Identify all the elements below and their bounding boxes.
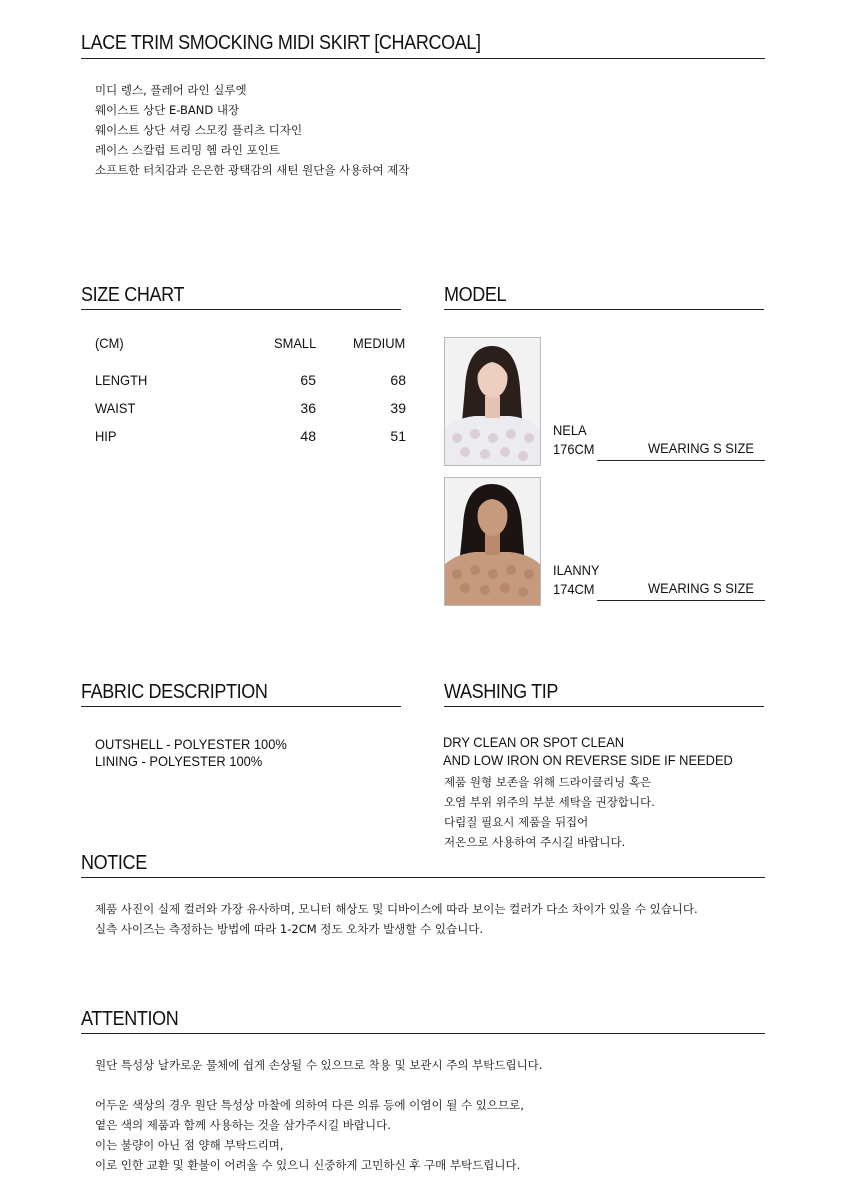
model-photo-nela bbox=[444, 337, 541, 466]
model-heading: MODEL bbox=[444, 284, 507, 306]
washing-kr-line: 제품 원형 보존을 위해 드라이클리닝 혹은 bbox=[444, 775, 652, 789]
description-line: 웨이스트 상단 E-BAND 내장 bbox=[95, 103, 240, 117]
washing-kr-text bbox=[444, 772, 655, 852]
size-chart-col-medium: MEDIUM bbox=[353, 335, 406, 351]
washing-kr-line: 저온으로 사용하여 주시길 바랍니다. bbox=[444, 835, 626, 849]
size-row-label: HIP bbox=[95, 428, 117, 444]
size-row-small: 48 bbox=[300, 428, 316, 444]
model-divider bbox=[444, 309, 764, 310]
description-line: 소프트한 터치감과 은은한 광택감의 새틴 원단을 사용하여 제작 bbox=[95, 163, 410, 177]
size-row-medium: 51 bbox=[390, 428, 406, 444]
notice-heading: NOTICE bbox=[81, 852, 147, 874]
washing-en-line: AND LOW IRON ON REVERSE SIDE IF NEEDED bbox=[443, 752, 733, 768]
model-name: ILANNY bbox=[553, 562, 600, 578]
attention-line: 원단 특성상 날카로운 물체에 쉽게 손상될 수 있으므로 착용 및 보관시 주의 부탁드립니다. bbox=[95, 1058, 543, 1072]
washing-heading: WASHING TIP bbox=[444, 681, 559, 703]
attention-line: 어두운 색상의 경우 원단 특성상 마찰에 의하여 다른 의류 등에 이염이 될 수 있으므로, bbox=[95, 1098, 524, 1112]
fabric-line: OUTSHELL - POLYESTER 100% bbox=[95, 736, 287, 752]
model-wearing-size: WEARING S SIZE bbox=[648, 440, 754, 456]
title-divider bbox=[81, 58, 765, 59]
fabric-divider bbox=[81, 706, 401, 707]
model-wearing-size: WEARING S SIZE bbox=[648, 580, 754, 596]
washing-kr-line: 다림질 필요시 제품을 뒤집어 bbox=[444, 815, 589, 829]
size-chart-heading: SIZE CHART bbox=[81, 284, 185, 306]
attention-line: 옅은 색의 제품과 함께 사용하는 것을 삼가주시길 바랍니다. bbox=[95, 1118, 391, 1132]
size-row-medium: 68 bbox=[390, 372, 406, 388]
attention-line: 이로 인한 교환 및 환불이 어려울 수 있으니 신중하게 고민하신 후 구매 부탁드립니다. bbox=[95, 1158, 521, 1172]
attention-text bbox=[95, 1095, 524, 1175]
size-chart-divider bbox=[81, 309, 401, 310]
notice-line: 제품 사진이 실제 컬러와 가장 유사하며, 모니터 해상도 및 디바이스에 따라 보이는 컬러가 다소 차이가 있을 수 있습니다. bbox=[95, 902, 698, 916]
model-divider bbox=[597, 600, 765, 601]
model-height: 174CM bbox=[553, 581, 595, 597]
fabric-heading: FABRIC DESCRIPTION bbox=[81, 681, 268, 703]
model-photo-ilanny bbox=[444, 477, 541, 606]
attention-divider bbox=[81, 1033, 765, 1034]
size-row-small: 36 bbox=[300, 400, 316, 416]
notice-divider bbox=[81, 877, 765, 878]
product-title: LACE TRIM SMOCKING MIDI SKIRT [CHARCOAL] bbox=[81, 32, 481, 54]
description-line: 웨이스트 상단 셔링 스모킹 플리츠 디자인 bbox=[95, 123, 303, 137]
description-line: 레이스 스칼럽 트리밍 헴 라인 포인트 bbox=[95, 143, 280, 157]
model-height: 176CM bbox=[553, 441, 595, 457]
description-line: 미디 렝스, 플레어 라인 실루엣 bbox=[95, 83, 247, 97]
washing-kr-line: 오염 부위 위주의 부분 세탁을 권장합니다. bbox=[444, 795, 655, 809]
fabric-line: LINING - POLYESTER 100% bbox=[95, 753, 263, 769]
size-row-small: 65 bbox=[300, 372, 316, 388]
attention-heading: ATTENTION bbox=[81, 1008, 179, 1030]
size-row-label: WAIST bbox=[95, 400, 136, 416]
size-chart-col-small: SMALL bbox=[274, 335, 317, 351]
size-chart-unit: (CM) bbox=[95, 335, 124, 351]
size-row-label: LENGTH bbox=[95, 372, 148, 388]
notice-text bbox=[95, 899, 698, 939]
product-description bbox=[95, 80, 409, 180]
notice-line: 실측 사이즈는 측정하는 방법에 따라 1-2CM 정도 오차가 발생할 수 있습니다. bbox=[95, 922, 483, 936]
washing-divider bbox=[444, 706, 764, 707]
model-divider bbox=[597, 460, 765, 461]
size-row-medium: 39 bbox=[390, 400, 406, 416]
washing-en-line: DRY CLEAN OR SPOT CLEAN bbox=[443, 734, 625, 750]
model-name: NELA bbox=[553, 422, 587, 438]
attention-line: 이는 불량이 아닌 점 양해 부탁드리며, bbox=[95, 1138, 284, 1152]
